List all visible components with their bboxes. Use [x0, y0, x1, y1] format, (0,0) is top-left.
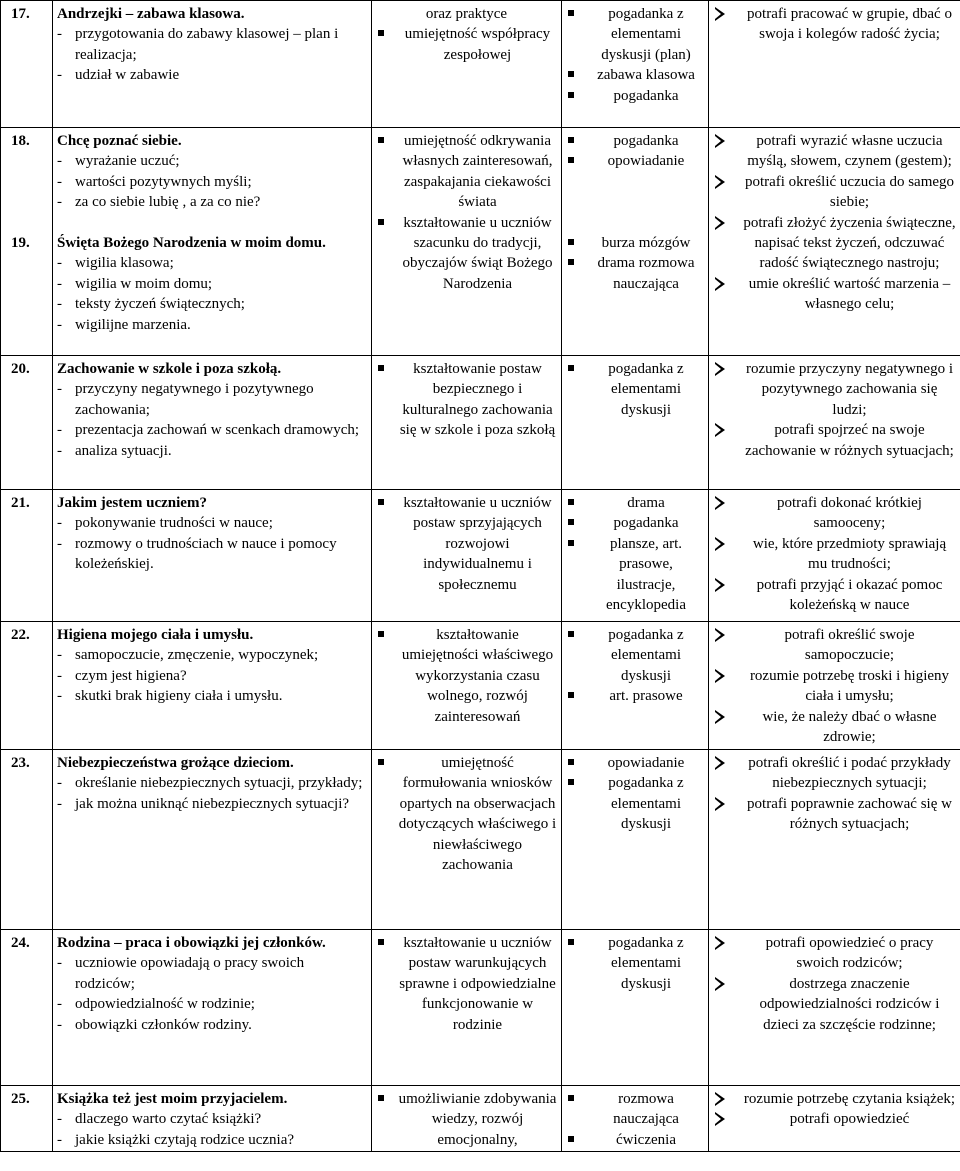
topic-subpoint-text: odpowiedzialność w rodzinie;: [75, 996, 255, 1013]
square-bullet-icon: [376, 933, 398, 1035]
topic-subpoint: [57, 1109, 367, 1129]
method-item: [566, 1089, 704, 1130]
lesson-number-cell: [1, 622, 53, 750]
outcome-item: [713, 4, 956, 45]
method-item: [566, 4, 704, 65]
method-item-text: drama: [627, 495, 665, 511]
outcomes-cell: [709, 490, 960, 622]
outcome-item: [713, 666, 956, 707]
outcome-item: [713, 213, 956, 274]
dash-bullet: -: [57, 775, 62, 792]
topic-cell: [53, 356, 372, 490]
goal-item-text: kształtowanie umiejętności właściwego wykorzystania czasu wolnego, rozwój zainteresowań: [401, 627, 554, 725]
topic-subpoint: [57, 441, 367, 461]
lesson-number: 20.: [11, 361, 30, 377]
topic-subpoint-text: czym jest higiena?: [75, 667, 187, 684]
outcome-text: potrafi złożyć życzenia świąteczne, napisać tekst życzeń, odczuwać radość świątecznego nastroju;: [743, 214, 956, 272]
method-item: [566, 131, 704, 151]
topic-cell: [53, 930, 372, 1086]
topic-subpoint-text: pokonywanie trudności w nauce;: [75, 515, 273, 532]
arrow-bullet-icon: [713, 1109, 743, 1129]
method-item-text: pogadanka z elementami dyskusji: [608, 361, 684, 418]
outcomes-cell: [709, 622, 960, 750]
topic-subpoint: [57, 24, 367, 65]
topic-title: Niebezpieczeństwa grożące dzieciom.: [57, 755, 294, 771]
outcome-item: [713, 420, 956, 461]
square-bullet-icon: [566, 253, 588, 294]
arrow-bullet-icon: [713, 359, 743, 420]
dash-bullet: -: [57, 316, 62, 333]
topic-subpoint-text: określanie niebezpiecznych sytuacji, przykłady;: [75, 775, 363, 792]
dash-bullet: -: [57, 194, 62, 211]
dash-bullet: -: [57, 153, 62, 170]
topic-subpoint-text: jak można uniknąć niebezpiecznych sytuacji?: [75, 795, 350, 812]
outcome-text: potrafi spojrzeć na swoje zachowanie w różnych sytuacjach;: [745, 422, 954, 459]
goal-item-text: umiejętność formułowania wniosków opartych na obserwacjach dotyczących właściwego i niewłaściwego zachowania: [398, 755, 557, 874]
topic-title: Święta Bożego Narodzenia w moim domu.: [57, 235, 326, 252]
method-item-text: opowiadanie: [607, 153, 685, 170]
dash-bullet: -: [57, 996, 62, 1013]
outcome-text: rozumie przyczyny negatywnego i pozytywnego zachowania się ludzi;: [745, 361, 953, 418]
outcome-item: [713, 625, 956, 666]
lesson-number: 24.: [11, 935, 30, 951]
method-item: [566, 86, 704, 106]
outcomes-cell: [709, 356, 960, 490]
lesson-number-cell: [1, 128, 53, 356]
dash-bullet: -: [57, 955, 62, 972]
topic-subpoint: [57, 773, 367, 793]
goals-cell: [372, 1, 562, 128]
topic-subpoint-text: prezentacja zachowań w scenkach dramowych;: [75, 422, 360, 439]
outcome-item: [713, 974, 956, 1035]
lesson-number: 18.: [11, 133, 30, 149]
dash-bullet: -: [57, 381, 62, 398]
lesson-number: 17.: [11, 6, 30, 22]
method-item-text: zabawa klasowa: [597, 67, 695, 84]
outcome-text: potrafi poprawnie zachować się w różnych sytuacjach;: [747, 795, 952, 833]
methods-cell: [562, 750, 709, 930]
topic-title: Chcę poznać siebie.: [57, 133, 182, 149]
lesson-number: 19.: [11, 234, 30, 251]
dash-bullet: -: [57, 442, 62, 459]
arrow-bullet-icon: [713, 1089, 743, 1109]
outcome-item: [713, 274, 956, 315]
method-item: [566, 534, 704, 616]
goal-item: [376, 753, 557, 875]
topic-cell: [53, 1, 372, 128]
topic-subpoint-text: analiza sytuacji.: [75, 442, 172, 459]
square-bullet-icon: [566, 65, 588, 85]
topic-subpoint: [57, 274, 367, 294]
topic-subpoint: [57, 379, 367, 420]
goal-item: [376, 359, 557, 441]
arrow-bullet-icon: [713, 625, 743, 666]
methods-cell: [562, 356, 709, 490]
goals-cell: [372, 490, 562, 622]
topic-subpoint: [57, 192, 367, 212]
dash-bullet: -: [57, 26, 62, 43]
method-item: [566, 65, 704, 85]
arrow-bullet-icon: [713, 213, 743, 274]
topic-subpoint: [57, 513, 367, 533]
dash-bullet: -: [57, 647, 62, 664]
method-item-text: pogadanka: [613, 515, 679, 532]
lesson-number: 25.: [11, 1091, 30, 1107]
topic-subpoint-text: przygotowania do zabawy klasowej – plan i realizacja;: [75, 26, 339, 63]
arrow-bullet-icon: [713, 4, 743, 45]
lesson-number: 21.: [11, 495, 30, 511]
method-item-text: pogadanka z elementami dyskusji: [608, 935, 684, 992]
square-bullet-icon: [566, 753, 588, 773]
method-item-text: drama rozmowa nauczająca: [597, 255, 695, 292]
method-item: [566, 359, 704, 420]
goal-item-text: umiejętność odkrywania własnych zainteresowań, zaspakajania ciekawości świata: [402, 133, 553, 211]
spacer: [11, 192, 48, 212]
lesson-row: [1, 1086, 960, 1152]
lesson-row: [1, 1, 960, 128]
goal-item: [376, 213, 557, 295]
goal-item: [376, 625, 557, 727]
lesson-row: [1, 356, 960, 490]
goals-cell: [372, 1086, 562, 1152]
methods-cell: [562, 490, 709, 622]
square-bullet-icon: [566, 233, 588, 253]
outcomes-cell: [709, 1086, 960, 1152]
arrow-bullet-icon: [713, 753, 743, 794]
lesson-number: 22.: [11, 627, 30, 643]
lesson-row: [1, 930, 960, 1086]
outcomes-cell: [709, 930, 960, 1086]
outcome-text: dostrzega znaczenie odpowiedzialności rodziców i dzieci za szczęście rodzinne;: [759, 975, 940, 1033]
method-item-text: pogadanka: [613, 87, 679, 104]
lesson-row: [1, 622, 960, 750]
lesson-number: 23.: [11, 755, 30, 771]
arrow-bullet-icon: [713, 493, 743, 534]
dash-bullet: -: [57, 422, 62, 439]
arrow-bullet-icon: [713, 666, 743, 707]
arrow-bullet-icon: [713, 974, 743, 1035]
topic-subpoint: [57, 686, 367, 706]
goal-item: [376, 131, 557, 213]
dash-bullet: -: [57, 255, 62, 272]
topic-subpoint: [57, 420, 367, 440]
topic-cell: [53, 622, 372, 750]
square-bullet-icon: [376, 359, 398, 441]
outcome-text: potrafi określić swoje samopoczucie;: [784, 627, 915, 664]
spacer: [566, 172, 704, 192]
arrow-bullet-icon: [713, 420, 743, 461]
dash-bullet: -: [57, 515, 62, 532]
method-item: [566, 151, 704, 171]
method-item: [566, 493, 704, 513]
square-bullet-icon: [566, 493, 588, 513]
topic-subpoint: [57, 994, 367, 1014]
topic-title: Książka też jest moim przyjacielem.: [57, 1091, 288, 1107]
outcome-item: [713, 753, 956, 794]
goal-item: [376, 493, 557, 595]
square-bullet-icon: [566, 513, 588, 533]
spacer: [11, 172, 48, 192]
outcome-text: potrafi opowiedzieć: [789, 1111, 910, 1128]
outcome-item: [713, 534, 956, 575]
lesson-row: [1, 490, 960, 622]
goal-item-text: kształtowanie u uczniów postaw sprzyjających rozwojowi indywidualnemu i społecznemu: [403, 495, 552, 593]
goal-item-text: kształtowanie u uczniów szacunku do tradycji, obyczajów świąt Bożego Narodzenia: [402, 214, 553, 292]
goal-item: [376, 933, 557, 1035]
outcome-text: umie określić wartość marzenia – własnego celu;: [748, 275, 951, 313]
lesson-row: [1, 750, 960, 930]
outcome-item: [713, 933, 956, 974]
square-bullet-icon: [566, 534, 588, 616]
method-item: [566, 1130, 704, 1150]
outcomes-cell: [709, 128, 960, 356]
method-item-text: art. prasowe: [609, 688, 683, 705]
outcome-text: rozumie potrzebę troski i higieny ciała i umysłu;: [749, 667, 950, 705]
dash-bullet: -: [57, 688, 62, 705]
goals-lead: oraz praktyce: [425, 6, 508, 22]
method-item-text: pogadanka z elementami dyskusji: [608, 775, 684, 833]
arrow-bullet-icon: [713, 575, 743, 616]
square-bullet-icon: [566, 151, 588, 171]
method-item-text: pogadanka z elementami dyskusji (plan): [601, 6, 691, 63]
arrow-bullet-icon: [713, 274, 743, 315]
topic-subpoint: [57, 953, 367, 994]
goals-cell: [372, 356, 562, 490]
methods-cell: [562, 1, 709, 128]
lesson-row: [1, 128, 960, 356]
topic-subpoint-text: samopoczucie, zmęczenie, wypoczynek;: [75, 647, 319, 664]
outcome-item: [713, 493, 956, 534]
topic-subpoint: [57, 666, 367, 686]
topic-subpoint-text: jakie książki czytają rodzice ucznia?: [75, 1131, 295, 1148]
method-item: [566, 773, 704, 834]
methods-cell: [562, 622, 709, 750]
square-bullet-icon: [566, 686, 588, 706]
spacer: [566, 192, 704, 212]
method-item: [566, 686, 704, 706]
topic-subpoint-text: wigilia w moim domu;: [75, 275, 213, 292]
outcome-item: [713, 131, 956, 172]
method-item-text: ćwiczenia: [616, 1131, 676, 1148]
topic-subpoint: [57, 172, 367, 192]
topic-cell: [53, 490, 372, 622]
square-bullet-icon: [376, 625, 398, 727]
square-bullet-icon: [566, 933, 588, 994]
outcome-text: wie, że należy dbać o własne zdrowie;: [762, 708, 937, 746]
goal-item-text: kształtowanie u uczniów postaw warunkujących sprawne i odpowiedzialne funkcjonowanie w rodzinie: [399, 935, 556, 1033]
square-bullet-icon: [566, 773, 588, 834]
goal-item-text: kształtowanie postaw bezpiecznego i kulturalnego zachowania się w szkole i poza szkołą: [399, 361, 556, 439]
topic-cell: [53, 750, 372, 930]
arrow-bullet-icon: [713, 534, 743, 575]
topic-title: Rodzina – praca i obowiązki jej członków.: [57, 935, 326, 951]
arrow-bullet-icon: [713, 794, 743, 835]
methods-cell: [562, 128, 709, 356]
square-bullet-icon: [566, 86, 588, 106]
lesson-number-cell: [1, 930, 53, 1086]
arrow-bullet-icon: [713, 131, 743, 172]
dash-bullet: -: [57, 535, 62, 552]
square-bullet-icon: [376, 131, 398, 213]
outcome-text: potrafi wyrazić własne uczucia myślą, słowem, czynem (gestem);: [747, 133, 952, 170]
square-bullet-icon: [566, 4, 588, 65]
outcome-item: [713, 1109, 956, 1129]
goal-item-text: umiejętność współpracy zespołowej: [404, 26, 551, 63]
method-item: [566, 933, 704, 994]
lesson-number-cell: [1, 356, 53, 490]
arrow-bullet-icon: [713, 933, 743, 974]
arrow-bullet-icon: [713, 707, 743, 748]
outcome-text: potrafi dokonać krótkiej samooceny;: [777, 495, 922, 532]
square-bullet-icon: [376, 213, 398, 295]
method-item-text: pogadanka: [613, 133, 679, 149]
method-item-text: pogadanka z elementami dyskusji: [608, 627, 684, 684]
topic-subpoint: [57, 794, 367, 814]
square-bullet-icon: [566, 359, 588, 420]
topic-subpoint: [57, 253, 367, 273]
topic-title: Zachowanie w szkole i poza szkołą.: [57, 361, 282, 377]
dash-bullet: -: [57, 173, 62, 190]
square-bullet-icon: [566, 1089, 588, 1130]
arrow-bullet-icon: [713, 172, 743, 213]
topic-title: Jakim jestem uczniem?: [57, 495, 207, 511]
method-item-text: opowiadanie: [607, 755, 685, 771]
goal-item-text: umożliwianie zdobywania wiedzy, rozwój emocjonalny,: [398, 1091, 557, 1148]
goals-cell: [372, 930, 562, 1086]
topic-subpoint-text: wigilijne marzenia.: [75, 316, 191, 333]
outcomes-cell: [709, 1, 960, 128]
topic-subpoint: [57, 534, 367, 575]
outcome-text: rozumie potrzebę czytania książek;: [743, 1091, 956, 1107]
topic-subpoint-text: dlaczego warto czytać książki?: [75, 1111, 262, 1128]
method-item-text: rozmowa nauczająca: [613, 1091, 679, 1128]
topic-subpoint-text: skutki brak higieny ciała i umysłu.: [75, 688, 283, 705]
method-item-text: plansze, art. prasowe, ilustracje, encyklopedia: [606, 535, 686, 614]
outcome-item: [713, 172, 956, 213]
goals-cell: [372, 750, 562, 930]
spacer: [11, 213, 48, 233]
topic-subpoint-text: udział w zabawie: [75, 67, 180, 84]
goal-item: [376, 24, 557, 65]
topic-subpoint: [57, 1015, 367, 1035]
topic-subpoint-text: teksty życzeń świątecznych;: [75, 296, 245, 313]
topic-title: Higiena mojego ciała i umysłu.: [57, 627, 254, 643]
outcome-item: [713, 575, 956, 616]
topic-subpoint-text: uczniowie opowiadają o pracy swoich rodziców;: [75, 955, 305, 992]
lesson-number-cell: [1, 490, 53, 622]
methods-cell: [562, 930, 709, 1086]
lesson-number-cell: [1, 1, 53, 128]
method-item: [566, 513, 704, 533]
square-bullet-icon: [566, 131, 588, 151]
method-item: [566, 625, 704, 686]
method-item: [566, 753, 704, 773]
outcome-text: potrafi pracować w grupie, dbać o swoja i kolegów radość życia;: [747, 6, 952, 43]
outcomes-cell: [709, 750, 960, 930]
spacer: [11, 151, 48, 171]
square-bullet-icon: [566, 1130, 588, 1150]
topic-subpoint-text: wyrażanie uczuć;: [75, 153, 180, 170]
outcome-item: [713, 794, 956, 835]
outcome-item: [713, 1089, 956, 1109]
methods-cell: [562, 1086, 709, 1152]
topic-subpoint-text: za co siebie lubię , a za co nie?: [75, 194, 261, 211]
outcome-text: potrafi określić i podać przykłady niebezpiecznych sytuacji;: [748, 755, 951, 792]
topic-subpoint: [57, 294, 367, 314]
outcome-text: potrafi określić uczucia do samego siebie;: [744, 173, 955, 211]
lesson-number-cell: [1, 750, 53, 930]
topic-subpoint: [57, 151, 367, 171]
topic-subpoint: [57, 315, 367, 335]
topic-subpoint-text: wigilia klasowa;: [75, 255, 174, 272]
dash-bullet: -: [57, 275, 62, 292]
outcome-text: potrafi opowiedzieć o pracy swoich rodziców;: [765, 935, 934, 972]
dash-bullet: -: [57, 296, 62, 313]
topic-subpoint: [57, 645, 367, 665]
dash-bullet: -: [57, 1111, 62, 1128]
goals-cell: [372, 622, 562, 750]
outcome-text: wie, które przedmioty sprawiają mu trudności;: [752, 535, 947, 573]
goal-item: [376, 1089, 557, 1150]
topic-title: Andrzejki – zabawa klasowa.: [57, 6, 245, 22]
topic-subpoint-text: obowiązki członków rodziny.: [75, 1016, 252, 1033]
outcome-text: potrafi przyjąć i okazać pomoc koleżeńską w nauce: [756, 576, 943, 614]
topic-cell: [53, 1086, 372, 1152]
dash-bullet: -: [57, 667, 62, 684]
lesson-plan-body: [1, 1, 960, 1152]
spacer: [566, 213, 704, 233]
topic-cell: [53, 128, 372, 356]
outcome-item: [713, 359, 956, 420]
topic-subpoint: [57, 65, 367, 85]
dash-bullet: -: [57, 795, 62, 812]
topic-subpoint-text: wartości pozytywnych myśli;: [75, 173, 252, 190]
topic-subpoint: [57, 1130, 367, 1150]
method-item: [566, 233, 704, 253]
square-bullet-icon: [376, 753, 398, 875]
square-bullet-icon: [376, 1089, 398, 1150]
dash-bullet: -: [57, 67, 62, 84]
method-item-text: burza mózgów: [601, 234, 691, 251]
square-bullet-icon: [376, 493, 398, 595]
square-bullet-icon: [376, 24, 398, 65]
lesson-number-cell: [1, 1086, 53, 1152]
outcome-item: [713, 707, 956, 748]
method-item: [566, 253, 704, 294]
topic-subpoint-text: rozmowy o trudnościach w nauce i pomocy koleżeńskiej.: [75, 535, 337, 573]
topic-subpoint-text: przyczyny negatywnego i pozytywnego zachowania;: [75, 381, 314, 418]
square-bullet-icon: [566, 625, 588, 686]
spacer: [57, 213, 367, 233]
goals-cell: [372, 128, 562, 356]
dash-bullet: -: [57, 1131, 62, 1148]
dash-bullet: -: [57, 1016, 62, 1033]
